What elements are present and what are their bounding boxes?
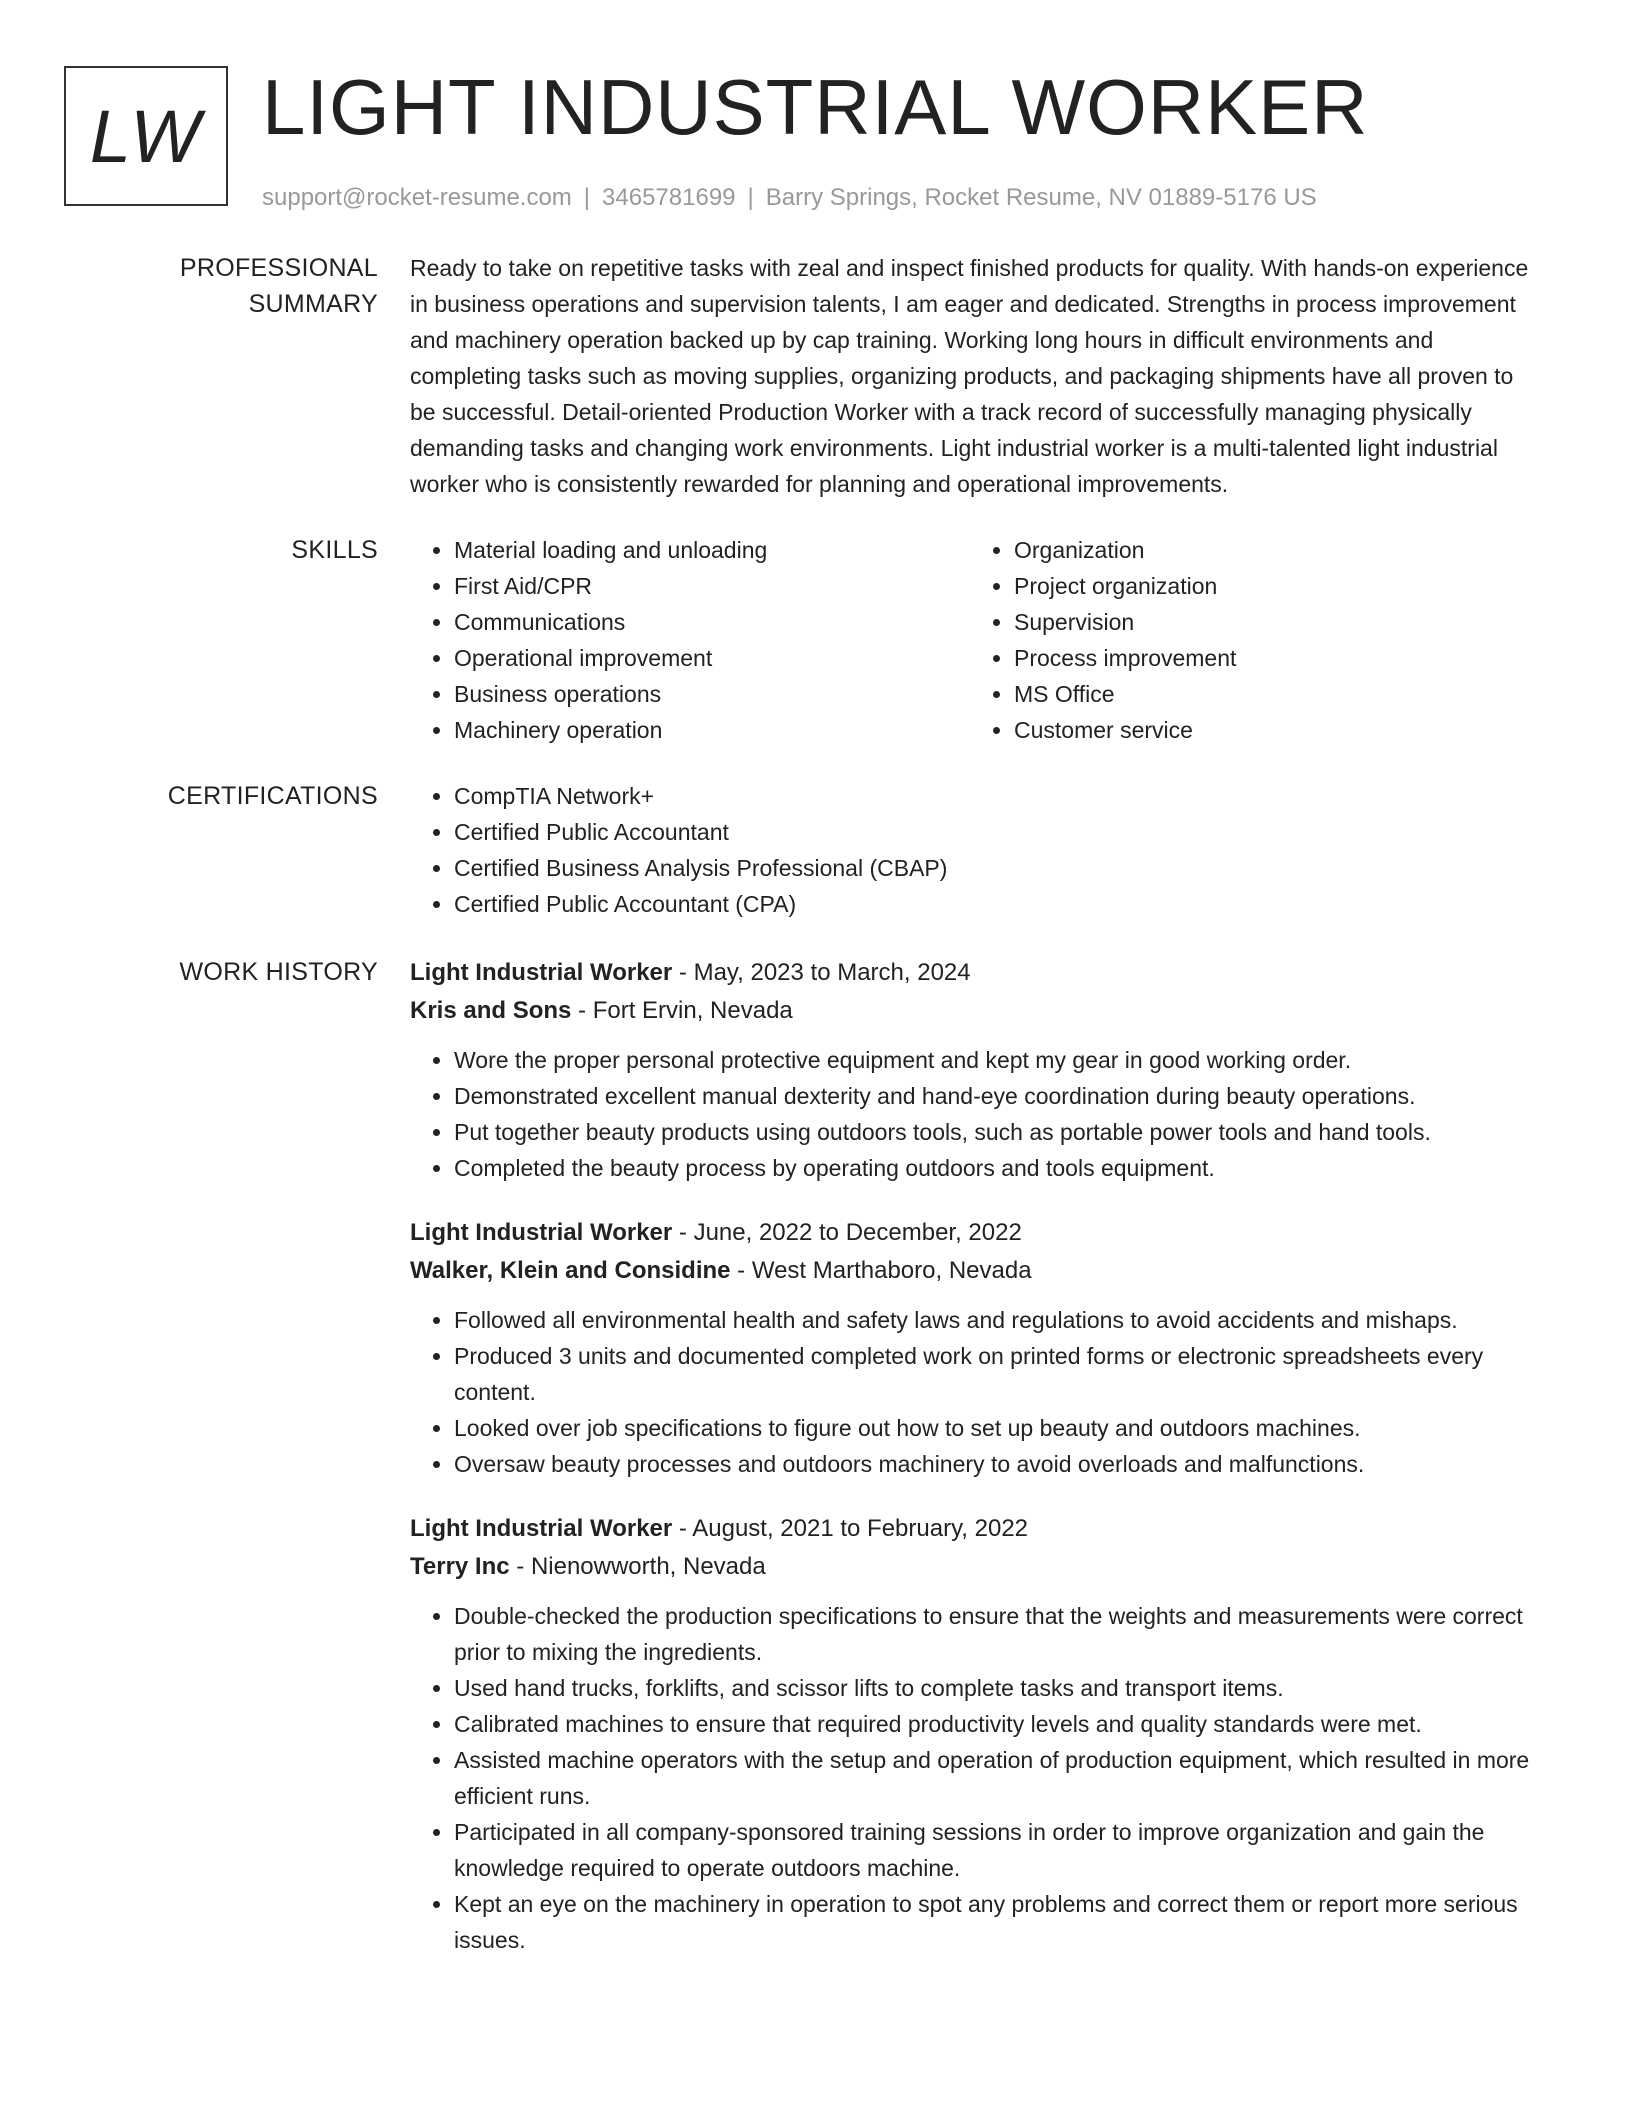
skills-heading: SKILLS: [291, 536, 378, 564]
certifications-list: [410, 778, 1530, 922]
summary-text: Ready to take on repetitive tasks with zeal and inspect finished products for quality. With hands-on experience in business operations and supervision talents, I am eager and dedicated. Strengths in process improvement and machinery operation backed up by cap training. Working long hours in difficult environments and completing tasks such as moving supplies, organizing products, and packaging shipments have all proven to be successful. Detail-oriented Production Worker with a track record of successfully managing physically demanding tasks and changing work environments. Light industrial worker is a multi-talented light industrial worker who is consistently rewarded for planning and operational improvements.: [410, 255, 1529, 497]
work-history-content: [410, 954, 1530, 1986]
job-bullet: • Oversaw beauty processes and outdoors machinery to avoid overloads and malfunctions.: [454, 1446, 1530, 1482]
certifications-heading: CERTIFICATIONS: [167, 782, 378, 810]
skill-item: • Organization: [1014, 532, 1530, 568]
job-bullet: • Completed the beauty process by operating outdoors and tools equipment.: [454, 1150, 1530, 1186]
job-bullet: • Double-checked the production specifications to ensure that the weights and measurements were correct prior to mixing the ingredients.: [454, 1598, 1530, 1670]
contact-line: [262, 184, 1368, 212]
resume-header: [64, 63, 1568, 212]
skills-grid: [410, 532, 1530, 748]
job-bullet: • Used hand trucks, forklifts, and scissor lifts to complete tasks and transport items.: [454, 1670, 1530, 1706]
skill-item: • Project organization: [1014, 568, 1530, 604]
job-company: Kris and Sons: [410, 997, 572, 1024]
job-company: Walker, Klein and Considine: [410, 1257, 731, 1284]
contact-phone[interactable]: 3465781699: [602, 184, 736, 211]
job-bullet: • Wore the proper personal protective equipment and kept my gear in good working order.: [454, 1042, 1530, 1078]
certifications-section: [64, 778, 1568, 922]
certifications-content: [410, 778, 1530, 922]
skill-item: • Communications: [454, 604, 970, 640]
skill-item: • Customer service: [1014, 712, 1530, 748]
job-company: Terry Inc: [410, 1553, 510, 1580]
skill-item: • Operational improvement: [454, 640, 970, 676]
job-bullet: • Put together beauty products using outdoors tools, such as portable power tools and hand tools.: [454, 1114, 1530, 1150]
summary-heading: PROFESSIONAL SUMMARY: [179, 254, 378, 318]
job-title: Light Industrial Worker: [410, 1515, 673, 1542]
contact-separator: |: [747, 184, 754, 211]
skill-item: • Supervision: [1014, 604, 1530, 640]
job-location: - West Marthaboro, Nevada: [730, 1257, 1032, 1284]
certification-item: • Certified Public Accountant: [454, 814, 1530, 850]
contact-email[interactable]: support@rocket-resume.com: [262, 184, 572, 211]
job-title: Light Industrial Worker: [410, 1219, 673, 1246]
skill-item: • MS Office: [1014, 676, 1530, 712]
job-bullet: • Assisted machine operators with the setup and operation of production equipment, which resulted in more efficient runs.: [454, 1742, 1530, 1814]
job-entry: [410, 1510, 1530, 1958]
skills-list-left: [410, 532, 970, 748]
skill-item: • First Aid/CPR: [454, 568, 970, 604]
job-bullets: [410, 1598, 1530, 1958]
skill-item: • Process improvement: [1014, 640, 1530, 676]
contact-separator: |: [583, 184, 591, 211]
work-history-section: [64, 954, 1568, 1986]
job-title-line: [410, 1510, 1530, 1548]
candidate-name: LIGHT INDUSTRIAL WORKER: [262, 63, 1369, 151]
job-dates: - June, 2022 to December, 2022: [672, 1219, 1022, 1246]
skills-list-right: [970, 532, 1530, 748]
job-bullet: • Kept an eye on the machinery in operation to spot any problems and correct them or report more serious issues.: [454, 1886, 1530, 1958]
job-bullet: • Looked over job specifications to figure out how to set up beauty and outdoors machines.: [454, 1410, 1530, 1446]
job-bullet: • Participated in all company-sponsored training sessions in order to improve organization and gain the knowledge required to operate outdoors machine.: [454, 1814, 1530, 1886]
job-location: - Nienowworth, Nevada: [509, 1553, 766, 1580]
job-company-line: [410, 992, 1530, 1030]
certification-item: • CompTIA Network+: [454, 778, 1530, 814]
skills-section: [64, 532, 1568, 748]
skill-item: • Machinery operation: [454, 712, 970, 748]
job-bullet: • Followed all environmental health and safety laws and regulations to avoid accidents and mishaps.: [454, 1302, 1530, 1338]
job-entry: [410, 1214, 1530, 1482]
work-history-heading: WORK HISTORY: [179, 958, 378, 986]
job-company-line: [410, 1252, 1530, 1290]
job-bullets: [410, 1302, 1530, 1482]
job-title: Light Industrial Worker: [410, 959, 673, 986]
job-company-line: [410, 1548, 1530, 1586]
job-entry: [410, 954, 1530, 1186]
summary-section: [64, 250, 1568, 502]
job-title-line: [410, 954, 1530, 992]
header-text: [262, 63, 1369, 212]
job-bullets: [410, 1042, 1530, 1186]
job-dates: - August, 2021 to February, 2022: [672, 1515, 1029, 1542]
job-bullet: • Demonstrated excellent manual dexterity and hand-eye coordination during beauty operations.: [454, 1078, 1530, 1114]
job-title-line: [410, 1214, 1530, 1252]
skill-item: • Material loading and unloading: [454, 532, 970, 568]
contact-address: Barry Springs, Rocket Resume, NV 01889-5176 US: [765, 184, 1317, 211]
job-location: - Fort Ervin, Nevada: [571, 997, 793, 1024]
certification-item: • Certified Public Accountant (CPA): [454, 886, 1530, 922]
monogram-logo: LW: [64, 66, 228, 206]
skill-item: • Business operations: [454, 676, 970, 712]
job-dates: - May, 2023 to March, 2024: [672, 959, 971, 986]
certification-item: • Certified Business Analysis Professional (CBAP): [454, 850, 1530, 886]
job-bullet: • Produced 3 units and documented completed work on printed forms or electronic spreadsheets every content.: [454, 1338, 1530, 1410]
job-bullet: • Calibrated machines to ensure that required productivity levels and quality standards were met.: [454, 1706, 1530, 1742]
